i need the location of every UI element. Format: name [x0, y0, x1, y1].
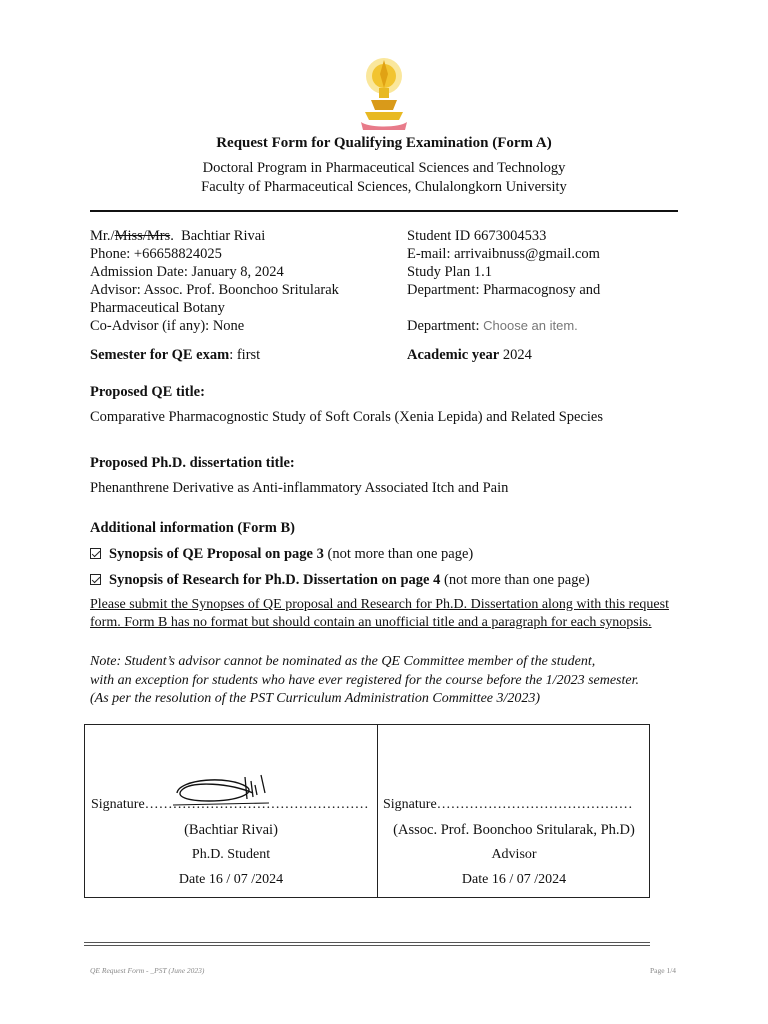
- semester-label: Semester for QE exam: [90, 347, 230, 363]
- faculty-name: Faculty of Pharmaceutical Sciences, Chulalongkorn University: [201, 179, 567, 195]
- advisor-printed-name: (Assoc. Prof. Boonchoo Sritularak, Ph.D): [393, 822, 635, 838]
- advisor-role: Advisor: [491, 847, 537, 862]
- qe-title-text: Comparative Pharmacognostic Study of Soft Corals (Xenia Lepida) and Related Species: [90, 409, 604, 425]
- footer-rule-bottom: [84, 945, 650, 946]
- co-advisor-line: Co-Advisor (if any): None: [90, 318, 245, 334]
- note-line-3: (As per the resolution of the PST Curriculum Administration Committee 3/2023): [90, 691, 541, 706]
- department-select-line: [407, 318, 578, 335]
- semester-line: [90, 347, 260, 364]
- student-name-line: [90, 228, 265, 245]
- prefix-mr: Mr./: [90, 228, 115, 244]
- phd-title-heading: Proposed Ph.D. dissertation title:: [90, 455, 295, 471]
- qe-title-heading: Proposed QE title:: [90, 384, 205, 400]
- synopsis-qe-label: Synopsis of QE Proposal on page 3: [109, 546, 324, 562]
- admission-date: Admission Date: January 8, 2024: [90, 264, 284, 280]
- form-title: Request Form for Qualifying Examination (Form A): [216, 135, 552, 151]
- phd-title-text: Phenanthrene Derivative as Anti-inflammatory Associated Itch and Pain: [90, 480, 509, 496]
- synopsis-phd-label: Synopsis of Research for Ph.D. Dissertation on page 4: [109, 572, 441, 588]
- department-select-label: Department:: [407, 318, 480, 334]
- program-name: Doctoral Program in Pharmaceutical Sciences and Technology: [202, 160, 566, 176]
- student-name: Bachtiar Rivai: [181, 228, 266, 244]
- synopsis-phd-checkbox[interactable]: [90, 574, 101, 585]
- student-id: Student ID 6673004533: [407, 228, 547, 244]
- footer-rule-top: [84, 942, 650, 943]
- submit-instruction-1: Please submit the Synopses of QE proposal and Research for Ph.D. Dissertation along with this request: [90, 597, 669, 612]
- submit-instruction-2: form. Form B has no format but should contain an unofficial title and a paragraph for each synopsis.: [90, 615, 652, 630]
- footer-form-id: QE Request Form - _PST (June 2023): [90, 966, 205, 975]
- semester-value: : first: [229, 347, 261, 363]
- note-line-2: with an exception for students who have ever registered for the course before the 1/2023 semester.: [90, 673, 640, 688]
- prefix-miss-mrs: Miss/Mrs: [114, 228, 171, 244]
- advisor-line: Advisor: Assoc. Prof. Boonchoo Sritularak: [90, 282, 339, 298]
- student-signature-line[interactable]: Signature…………………………………………: [91, 797, 369, 812]
- email-line: E-mail: arrivaibnuss@gmail.com: [407, 246, 600, 262]
- academic-year-value: 2024: [502, 347, 532, 363]
- academic-year-line: [407, 347, 532, 364]
- university-emblem: [355, 54, 413, 134]
- study-plan: Study Plan 1.1: [407, 264, 492, 280]
- header-divider: [90, 210, 678, 212]
- footer-page-number: Page 1/4: [650, 966, 677, 975]
- prefix-dot: .: [170, 228, 174, 244]
- synopsis-phd-note: (not more than one page): [440, 572, 590, 588]
- department-line: Department: Pharmacognosy and: [407, 282, 601, 298]
- department-select[interactable]: Choose an item.: [483, 318, 578, 333]
- student-role: Ph.D. Student: [191, 847, 271, 862]
- student-printed-name: (Bachtiar Rivai): [184, 822, 278, 838]
- phone-line: Phone: +66658824025: [90, 246, 222, 262]
- student-sign-date: Date 16 / 07 /2024: [178, 872, 284, 887]
- additional-info-heading: Additional information (Form B): [90, 520, 296, 536]
- note-line-1: Note: Student’s advisor cannot be nominated as the QE Committee member of the student,: [90, 654, 596, 669]
- advisor-signature-line[interactable]: Signature……………………………………: [383, 797, 633, 812]
- department-wrap: Pharmaceutical Botany: [90, 300, 225, 316]
- synopsis-qe-note: (not more than one page): [323, 546, 474, 562]
- synopsis-qe-checkbox[interactable]: [90, 548, 101, 559]
- synopsis-qe-item: [90, 546, 473, 563]
- signature-table: [84, 724, 650, 898]
- academic-year-label: Academic year: [407, 347, 500, 363]
- advisor-sign-date: Date 16 / 07 /2024: [461, 872, 567, 887]
- synopsis-phd-item: [90, 572, 590, 589]
